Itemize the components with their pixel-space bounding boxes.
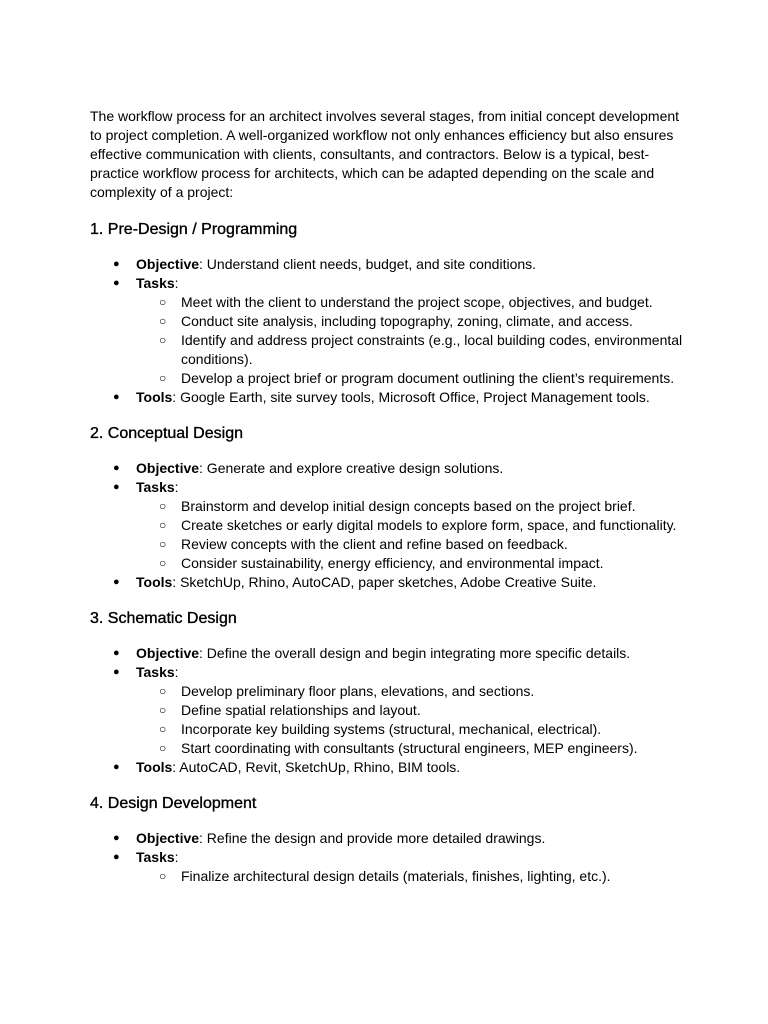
bullet-icon: ● [113, 761, 120, 773]
objective-item [90, 829, 690, 848]
objective-text: : Generate and explore creative design solutions. [199, 460, 504, 476]
task-list [136, 497, 690, 573]
task-item [136, 535, 690, 554]
objective-item [90, 255, 690, 274]
tools-label: Tools [136, 759, 173, 775]
circle-bullet-icon: ○ [159, 703, 167, 717]
tasks-colon: : [174, 849, 179, 865]
section-schematic-design [90, 609, 690, 777]
objective-text: : Define the overall design and begin integrating more specific details. [199, 645, 631, 661]
section-bullet-list [90, 829, 690, 886]
bullet-icon: ● [113, 647, 120, 659]
objective-item [90, 644, 690, 663]
task-item [136, 312, 690, 331]
tools-label: Tools [136, 389, 173, 405]
objective-label: Objective [136, 256, 200, 272]
section-heading: 2. Conceptual Design [90, 425, 243, 442]
circle-bullet-icon: ○ [159, 556, 167, 570]
tasks-item [90, 663, 690, 758]
circle-bullet-icon: ○ [159, 333, 167, 347]
task-item [136, 369, 690, 388]
tools-text: : SketchUp, Rhino, AutoCAD, paper sketches, Adobe Creative Suite. [172, 574, 597, 590]
task-item [136, 701, 690, 720]
task-text: Meet with the client to understand the project scope, objectives, and budget. [181, 294, 653, 310]
section-conceptual-design [90, 424, 690, 592]
circle-bullet-icon: ○ [159, 499, 167, 513]
bullet-icon: ● [113, 258, 120, 270]
section-bullet-list [90, 255, 690, 407]
bullet-icon: ● [113, 576, 120, 588]
tasks-label: Tasks [136, 275, 175, 291]
task-text: Review concepts with the client and refine based on feedback. [181, 536, 568, 552]
task-text: Identify and address project constraints (e.g., local building codes, environmental conditions). [181, 332, 683, 367]
objective-text: : Refine the design and provide more detailed drawings. [199, 830, 546, 846]
bullet-icon: ● [113, 277, 120, 289]
task-item [136, 516, 690, 535]
section-pre-design [90, 220, 690, 407]
task-item [136, 293, 690, 312]
task-item [136, 554, 690, 573]
objective-item [90, 459, 690, 478]
tasks-colon: : [174, 479, 179, 495]
task-text: Define spatial relationships and layout. [181, 702, 421, 718]
tools-item [90, 758, 690, 777]
tasks-item [90, 274, 690, 388]
task-list [136, 867, 690, 886]
section-heading: 3. Schematic Design [90, 610, 237, 627]
circle-bullet-icon: ○ [159, 314, 167, 328]
circle-bullet-icon: ○ [159, 741, 167, 755]
task-text: Develop a project brief or program document outlining the client’s requirements. [181, 370, 675, 386]
task-item [136, 739, 690, 758]
tools-item [90, 573, 690, 592]
intro-paragraph: The workflow process for an architect involves several stages, from initial concept development to project completion. A well-organized workflow not only enhances efficiency but also ensures effective communication with clients, consultants, and contractors. Below is a typical, best-practice workflow process for architects, which can be adapted depending on the scale and complexity of a project: [90, 108, 680, 200]
bullet-icon: ● [113, 481, 120, 493]
task-text: Consider sustainability, energy efficiency, and environmental impact. [181, 555, 604, 571]
circle-bullet-icon: ○ [159, 518, 167, 532]
task-text: Create sketches or early digital models to explore form, space, and functionality. [181, 517, 677, 533]
bullet-icon: ● [113, 851, 120, 863]
tasks-label: Tasks [136, 664, 175, 680]
tasks-item [90, 848, 690, 886]
objective-label: Objective [136, 645, 200, 661]
objective-label: Objective [136, 460, 200, 476]
bullet-icon: ● [113, 462, 120, 474]
section-bullet-list [90, 644, 690, 777]
objective-label: Objective [136, 830, 200, 846]
bullet-icon: ● [113, 391, 120, 403]
task-item [136, 682, 690, 701]
tasks-colon: : [174, 275, 179, 291]
tools-text: : AutoCAD, Revit, SketchUp, Rhino, BIM tools. [172, 759, 461, 775]
task-item [136, 331, 690, 369]
tools-label: Tools [136, 574, 173, 590]
section-heading: 4. Design Development [90, 795, 257, 812]
task-item [136, 867, 690, 886]
circle-bullet-icon: ○ [159, 537, 167, 551]
document-page [90, 107, 690, 886]
section-design-development [90, 794, 690, 886]
tools-text: : Google Earth, site survey tools, Microsoft Office, Project Management tools. [172, 389, 650, 405]
task-text: Incorporate key building systems (structural, mechanical, electrical). [181, 721, 602, 737]
task-text: Brainstorm and develop initial design concepts based on the project brief. [181, 498, 636, 514]
task-text: Start coordinating with consultants (structural engineers, MEP engineers). [181, 740, 638, 756]
circle-bullet-icon: ○ [159, 684, 167, 698]
objective-text: : Understand client needs, budget, and site conditions. [199, 256, 537, 272]
bullet-icon: ● [113, 666, 120, 678]
task-list [136, 682, 690, 758]
circle-bullet-icon: ○ [159, 371, 167, 385]
circle-bullet-icon: ○ [159, 869, 167, 883]
task-item [136, 720, 690, 739]
circle-bullet-icon: ○ [159, 295, 167, 309]
tasks-label: Tasks [136, 479, 175, 495]
task-text: Finalize architectural design details (materials, finishes, lighting, etc.). [181, 868, 611, 884]
task-item [136, 497, 690, 516]
tasks-colon: : [174, 664, 179, 680]
bullet-icon: ● [113, 832, 120, 844]
task-text: Conduct site analysis, including topography, zoning, climate, and access. [181, 313, 633, 329]
section-heading: 1. Pre-Design / Programming [90, 221, 298, 238]
task-list [136, 293, 690, 388]
task-text: Develop preliminary floor plans, elevations, and sections. [181, 683, 535, 699]
tasks-label: Tasks [136, 849, 175, 865]
circle-bullet-icon: ○ [159, 722, 167, 736]
tasks-item [90, 478, 690, 573]
section-bullet-list [90, 459, 690, 592]
tools-item [90, 388, 690, 407]
